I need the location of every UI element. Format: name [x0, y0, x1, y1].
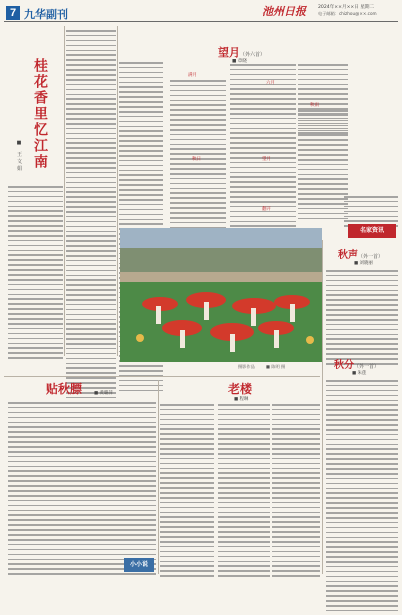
laolou-col1-text	[160, 404, 214, 580]
wangyue-subhead-5: 翻开	[262, 207, 271, 212]
tieqiubiao-text	[8, 402, 156, 578]
dance-photo-art	[120, 228, 322, 362]
date-line: 2024年××月××日 星期二	[318, 5, 375, 10]
guihua-title: 桂花香里忆江南	[32, 58, 48, 170]
qiusheng-title-text: 秋声	[338, 250, 358, 261]
laolou-col3-text	[272, 404, 320, 580]
qiufen-subtitle: （外一首）	[354, 364, 380, 370]
wangyue-author: ■ 章晓	[232, 59, 247, 64]
guihua-text-b	[66, 30, 116, 402]
tieqiubiao-author: ■ 黄璐萍	[94, 391, 113, 396]
wangyue-subhead-3: 望月	[262, 157, 271, 162]
dance-photo	[120, 228, 322, 362]
editor-line: 电子邮箱：chizhou@××.com	[318, 11, 377, 16]
qiufen-author: ■ 朱莲	[352, 371, 367, 376]
laolou-col2-text	[218, 404, 270, 580]
photo-credit: ■ 陈明 摄	[266, 364, 286, 369]
guihua-text-a	[8, 186, 63, 362]
wangyue-subtitle: （外六首）	[240, 52, 266, 58]
brand-mark: 池州日报	[262, 5, 306, 18]
page-number-badge: 7	[6, 6, 20, 20]
wangyue-col4-text	[298, 110, 348, 222]
qiufen-text	[326, 380, 398, 615]
laolou-title: 老楼	[228, 382, 253, 396]
xiaoxiao-badge: 小小说	[124, 558, 154, 572]
qiufen-title-text: 秋分	[334, 360, 354, 371]
guihua-author: ■ 王文娟	[16, 140, 22, 173]
wangyue-subhead-4: 秋日	[192, 157, 201, 162]
laolou-author: ■ 程琳	[234, 397, 249, 402]
qiusheng-text	[326, 270, 398, 368]
qiusheng-subtitle: （外一首）	[358, 254, 384, 260]
wangyue-subhead-1: 满月	[188, 73, 197, 78]
section-name: 九华副刊	[24, 8, 68, 21]
photo-caption: 摄影作品	[238, 364, 255, 369]
tieqiubiao-title: 贴秋膘	[46, 382, 83, 396]
wangyue-sub-right: 秋雨	[310, 103, 319, 108]
qiusheng-author: ■ 刘晓丽	[354, 261, 373, 266]
qiufen-title	[334, 356, 379, 371]
wangyue-title-text: 望月	[218, 46, 240, 59]
wenyuan-badge: 名家资讯	[348, 224, 396, 238]
qiusheng-title	[338, 246, 383, 261]
